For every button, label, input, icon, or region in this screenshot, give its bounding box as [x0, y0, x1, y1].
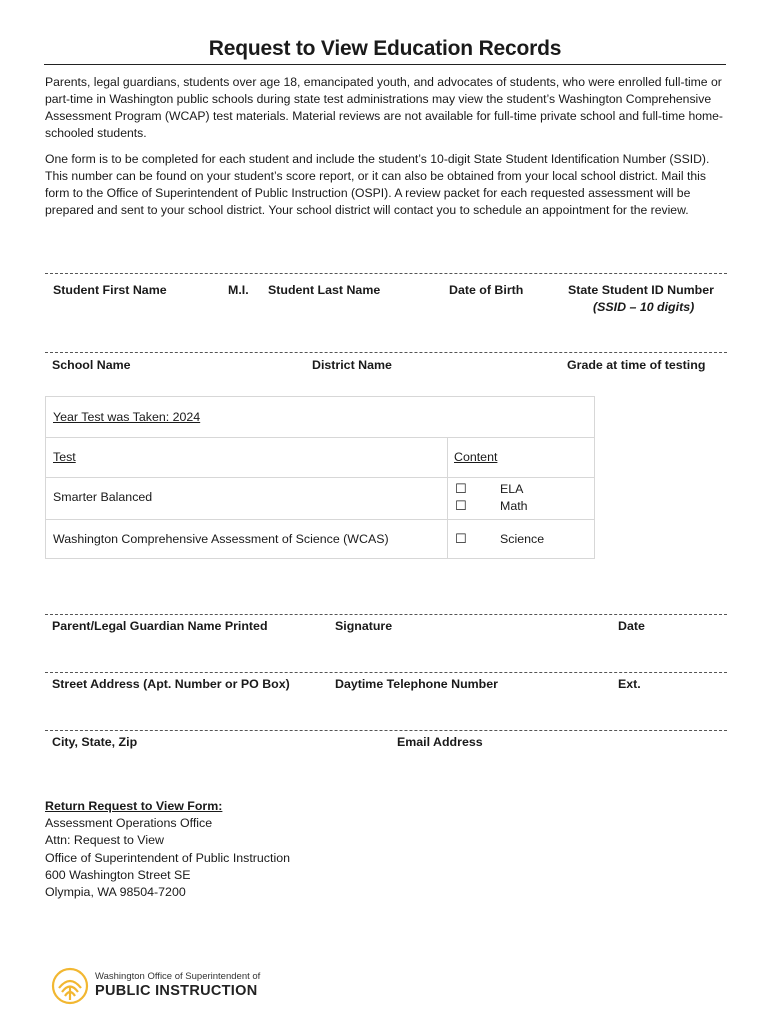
math-checkbox[interactable]: ☐ — [455, 499, 467, 514]
ela-option-label: ELA — [500, 482, 524, 496]
return-address-line: Olympia, WA 98504-7200 — [45, 885, 186, 900]
page-title: Request to View Education Records — [44, 36, 726, 65]
school-line[interactable] — [45, 352, 727, 353]
col-content-header: Content — [454, 450, 498, 464]
date-label: Date — [618, 619, 645, 633]
table-row — [46, 519, 594, 558]
ssid-note: (SSID – 10 digits) — [593, 300, 695, 314]
student-line[interactable] — [45, 273, 727, 274]
return-address-line: Assessment Operations Office — [45, 816, 213, 831]
test-table — [45, 396, 595, 559]
ssid-label: State Student ID Number — [568, 283, 714, 297]
return-address-line: Attn: Request to View — [45, 833, 164, 848]
city-line[interactable] — [45, 730, 727, 731]
phone-label: Daytime Telephone Number — [335, 677, 498, 691]
return-address — [45, 798, 290, 901]
table-column-divider — [447, 437, 448, 559]
street-address-label: Street Address (Apt. Number or PO Box) — [52, 677, 290, 691]
guardian-name-label: Parent/Legal Guardian Name Printed — [52, 619, 268, 633]
return-address-line: 600 Washington Street SE — [45, 867, 191, 882]
return-address-line: Office of Superintendent of Public Instruction — [45, 850, 290, 865]
return-address-heading: Return Request to View Form: — [45, 799, 223, 813]
grade-label: Grade at time of testing — [567, 358, 706, 372]
intro-paragraph-2: One form is to be completed for each student and include the student’s 10-digit State Student Identification Number (SSID). This number can be found on your student’s score report, or it can also be obtained from your local school district. Mail this form to the Office of Superintendent of Public Instruction (OSPI). A review packet for each requested assessment will be prepared and sent to your school district. Your school district will contact you to schedule an appointment for the review. — [45, 152, 710, 217]
school-name-label: School Name — [52, 358, 131, 372]
date-of-birth-label: Date of Birth — [449, 283, 524, 297]
student-first-name-label: Student First Name — [53, 283, 167, 297]
table-row — [46, 477, 594, 520]
logo-bottom-text: PUBLIC INSTRUCTION — [95, 983, 258, 999]
test-name-smarter-balanced: Smarter Balanced — [53, 490, 153, 504]
signature-label: Signature — [335, 619, 393, 633]
year-taken-label: Year Test was Taken: 2024 — [53, 410, 201, 424]
address-line[interactable] — [45, 672, 727, 673]
student-mi-label: M.I. — [228, 283, 249, 297]
col-test-header: Test — [53, 450, 76, 464]
ospi-logo — [50, 966, 270, 1006]
email-label: Email Address — [397, 735, 483, 749]
math-option-label: Math — [500, 499, 528, 513]
ela-checkbox[interactable]: ☐ — [455, 482, 467, 497]
table-row-year — [46, 397, 594, 438]
ospi-sun-book-logo-icon — [50, 966, 90, 1006]
logo-top-text: Washington Office of Superintendent of — [95, 971, 261, 982]
table-row-header — [46, 437, 594, 478]
ext-label: Ext. — [618, 677, 641, 691]
district-name-label: District Name — [312, 358, 392, 372]
test-name-wcas: Washington Comprehensive Assessment of Science (WCAS) — [53, 532, 389, 546]
city-state-zip-label: City, State, Zip — [52, 735, 138, 749]
guardian-line[interactable] — [45, 614, 727, 615]
student-last-name-label: Student Last Name — [268, 283, 381, 297]
science-option-label: Science — [500, 532, 545, 546]
science-checkbox[interactable]: ☐ — [455, 532, 467, 547]
intro-paragraph-1: Parents, legal guardians, students over age 18, emancipated youth, and advocates of students, who were enrolled full-time or part-time in Washington public schools during state test administrations may view the student’s Washington Comprehensive Assessment Program (WCAP) test materials. Material reviews are not available for full-time private school and full-time home-schooled students. — [45, 75, 723, 140]
